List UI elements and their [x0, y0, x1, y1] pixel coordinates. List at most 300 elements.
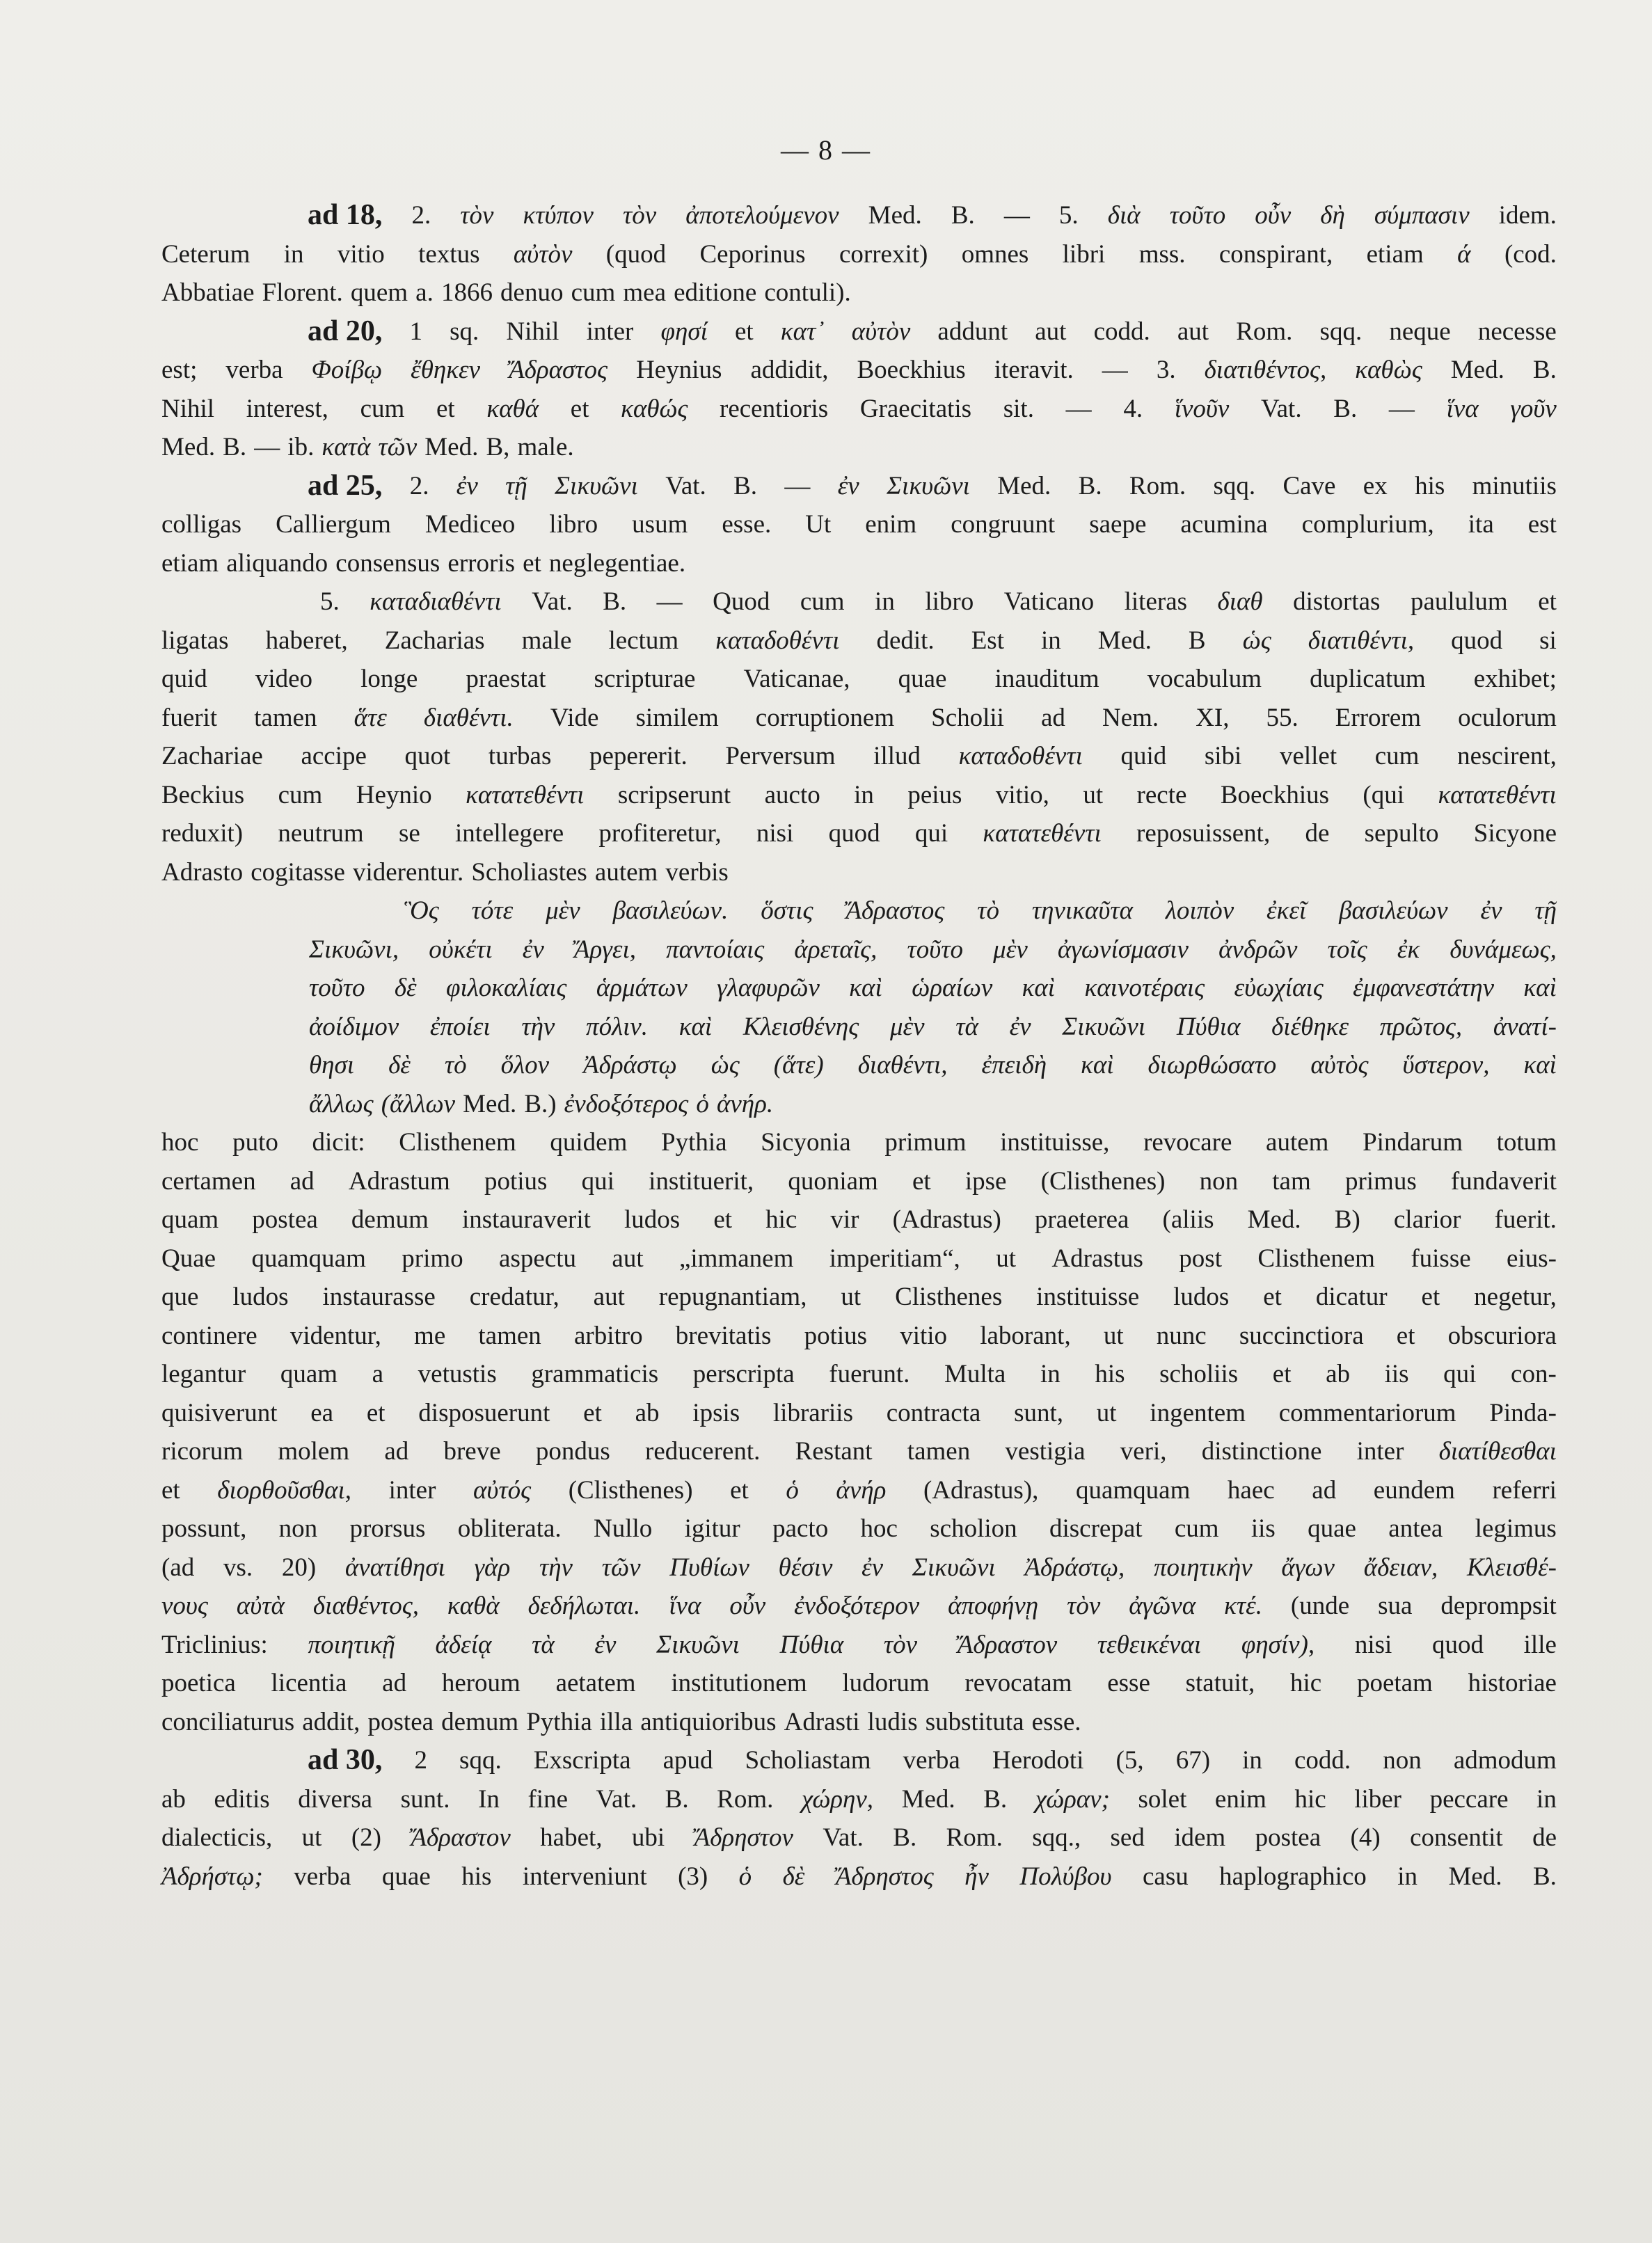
- text-line: [161, 1355, 1557, 1394]
- word: 1866: [440, 278, 493, 307]
- greek-word: Σικυῶνι: [887, 471, 970, 500]
- word: accipe: [301, 742, 367, 770]
- word: deprompsit: [1440, 1592, 1557, 1620]
- word: (quod: [605, 239, 667, 269]
- word: quae: [898, 665, 947, 693]
- word: nisi: [756, 819, 794, 848]
- word: vellet: [1279, 742, 1337, 770]
- greek-word: ἀνδρῶν: [1218, 935, 1298, 964]
- word: primo: [402, 1244, 463, 1273]
- word: statuit,: [1185, 1669, 1255, 1697]
- word: B.: [893, 1823, 917, 1852]
- word: et: [1396, 1321, 1415, 1350]
- word: postea: [367, 1707, 434, 1736]
- word: Heynius: [636, 356, 722, 384]
- word: scholiis: [1159, 1360, 1239, 1388]
- word: autem: [1266, 1128, 1329, 1157]
- greek-word: ἐν: [837, 471, 859, 500]
- word: Med.: [463, 1089, 517, 1118]
- word: revocatam: [964, 1669, 1072, 1697]
- word: aetatem: [555, 1669, 636, 1697]
- word: discrepat: [1049, 1514, 1143, 1543]
- word: editis: [214, 1784, 270, 1814]
- word: B.: [223, 433, 247, 461]
- word: (4): [1350, 1823, 1381, 1852]
- word: potius: [484, 1166, 548, 1196]
- word: pondus: [535, 1437, 610, 1466]
- word: textus: [418, 239, 480, 269]
- word: lectum: [608, 626, 679, 655]
- greek-word: Σικυῶνι: [1062, 1012, 1146, 1041]
- word: quem: [350, 278, 408, 307]
- word: illud: [873, 742, 921, 770]
- word: praeterea: [1034, 1205, 1129, 1234]
- greek-word: Πύθια: [779, 1630, 844, 1659]
- word: B.: [951, 201, 975, 230]
- word: ut: [1096, 1398, 1117, 1427]
- word: in: [283, 239, 304, 269]
- word: ut: [301, 1823, 322, 1852]
- word: sunt,: [1014, 1398, 1064, 1427]
- word: nisi: [1354, 1630, 1392, 1659]
- word: Pinda-: [1489, 1398, 1557, 1427]
- greek-word: Σικυῶνι: [912, 1553, 996, 1582]
- word: habet,: [540, 1823, 603, 1852]
- word: molem: [278, 1437, 350, 1466]
- word: 5.: [320, 587, 340, 616]
- text-line: [161, 660, 1557, 699]
- word: ab: [161, 1784, 186, 1814]
- word: hic: [1290, 1669, 1322, 1697]
- word: „immanem: [678, 1244, 794, 1273]
- word: diversa: [298, 1784, 373, 1814]
- word: legantur: [161, 1360, 246, 1388]
- greek-word: τότε: [471, 896, 514, 925]
- greek-word: ἀνήρ: [836, 1475, 887, 1505]
- text-line: [161, 891, 1557, 930]
- greek-word: τὸν: [460, 201, 494, 230]
- word: quae: [381, 1862, 431, 1891]
- word: Clisthenem: [399, 1128, 516, 1157]
- word: antiquioribus: [640, 1707, 777, 1736]
- word: sibi: [1204, 742, 1242, 770]
- word: antea: [1388, 1514, 1443, 1543]
- word: ab: [635, 1398, 660, 1427]
- greek-word: διορθοῦσθαι,: [217, 1475, 352, 1505]
- word: complurium,: [1301, 510, 1434, 539]
- word: veri,: [1120, 1437, 1167, 1466]
- word: non: [1383, 1746, 1422, 1775]
- word: 1: [409, 317, 422, 346]
- greek-word: καινοτέραις: [1084, 974, 1205, 1002]
- word: —: [1388, 394, 1415, 423]
- greek-word: τεθεικέναι: [1097, 1630, 1202, 1659]
- greek-word: ἵνα: [1446, 394, 1479, 423]
- word: B): [1334, 1205, 1360, 1234]
- word: Med.: [1247, 1205, 1301, 1234]
- word: et: [161, 1475, 180, 1505]
- word: vocabulum: [1147, 665, 1262, 693]
- text-line: [161, 776, 1557, 815]
- word: Scholiastam: [745, 1746, 871, 1775]
- greek-word: διατιθέντι,: [1308, 626, 1415, 655]
- greek-word: ποιητικῇ: [308, 1630, 395, 1659]
- greek-word: αὐτὸς: [1310, 1051, 1369, 1079]
- greek-word: τοῦτο: [309, 974, 365, 1002]
- text-line: [161, 196, 1557, 235]
- word: Multa: [944, 1360, 1006, 1388]
- text-line: [161, 1200, 1557, 1239]
- word: Pindarum: [1363, 1128, 1463, 1157]
- word: institutionem: [671, 1669, 807, 1697]
- word: obliterata.: [457, 1514, 562, 1543]
- greek-word: Σικυῶνι,: [309, 935, 399, 964]
- word: Med.: [1097, 626, 1152, 655]
- word: vestigia: [1005, 1437, 1086, 1466]
- word: B.: [733, 471, 758, 500]
- word: revocare: [1143, 1128, 1232, 1157]
- word: Rom.: [1236, 317, 1293, 346]
- word: correxit): [839, 239, 928, 269]
- word: cum: [360, 394, 405, 423]
- text-line: [161, 312, 1557, 351]
- word: ludis: [867, 1707, 918, 1736]
- greek-word: ὅλον: [500, 1051, 550, 1079]
- word: 2: [414, 1746, 427, 1775]
- word: igitur: [684, 1514, 740, 1543]
- word: Ut: [805, 510, 832, 539]
- greek-word: φησίν),: [1241, 1630, 1315, 1659]
- word: hoc: [161, 1128, 199, 1157]
- word: 5.: [1058, 201, 1079, 230]
- word: ipsis: [692, 1398, 740, 1427]
- word: corruptionem: [755, 703, 895, 732]
- greek-word: διαθέντι,: [857, 1051, 948, 1079]
- greek-word: ἁρμάτων: [596, 974, 688, 1002]
- greek-word: τοῦτο: [907, 935, 964, 964]
- greek-word: αὐτὸν: [851, 317, 911, 346]
- word: eundem: [1373, 1475, 1455, 1505]
- word: dialecticis,: [161, 1823, 273, 1852]
- word: Vat.: [532, 587, 573, 616]
- greek-word: τοῦτο: [1169, 201, 1226, 230]
- greek-word: Ἄδρηστον: [694, 1823, 793, 1852]
- word: tamen: [478, 1321, 541, 1350]
- word: Med.: [997, 471, 1051, 500]
- word: in: [875, 587, 895, 616]
- word: necesse: [1477, 317, 1557, 346]
- greek-word: Ἄδρηστος: [835, 1862, 934, 1891]
- greek-word: Ἀδράστῳ: [583, 1051, 677, 1079]
- word: ludos: [624, 1205, 681, 1234]
- word: aut: [1177, 317, 1209, 346]
- word: post: [1179, 1244, 1222, 1273]
- greek-word: δὴ: [1320, 201, 1345, 230]
- word: haec: [1227, 1475, 1275, 1505]
- greek-word: φιλοκαλίαις: [445, 974, 567, 1002]
- word: Med.: [1450, 356, 1504, 384]
- greek-word: καὶ: [1523, 1051, 1557, 1079]
- word: historiae: [1468, 1669, 1557, 1697]
- greek-word: ἄδειαν,: [1363, 1553, 1438, 1582]
- word: ille: [1523, 1630, 1557, 1659]
- word: et: [735, 317, 754, 346]
- word: quot: [404, 742, 451, 770]
- greek-word: Πολύβου: [1019, 1862, 1112, 1891]
- word: nunc: [1156, 1321, 1207, 1350]
- text-line: [161, 1857, 1557, 1896]
- word: duplicatum: [1310, 665, 1426, 693]
- word: de: [1532, 1823, 1557, 1852]
- word: Zachariae: [161, 742, 263, 770]
- word: scholion: [930, 1514, 1017, 1543]
- greek-word: Σικυῶνι: [656, 1630, 740, 1659]
- word: Ceporinus: [699, 239, 806, 269]
- greek-word: εὐωχίαις: [1234, 974, 1324, 1002]
- greek-word: ἀγωνίσμασιν: [1057, 935, 1189, 964]
- word: iteravit.: [994, 356, 1074, 384]
- greek-word: δεδήλωται.: [527, 1592, 641, 1620]
- word: (qui: [1363, 780, 1405, 809]
- greek-word: ἀνήρ.: [716, 1089, 774, 1118]
- greek-word: ἀποτελούμενον: [685, 201, 839, 230]
- word: continere: [161, 1321, 257, 1350]
- word: sit.: [1003, 394, 1034, 423]
- greek-word: κτέ.: [1224, 1592, 1262, 1620]
- word: ita: [1468, 510, 1494, 539]
- text-line: [161, 1818, 1557, 1857]
- word: colligas: [161, 510, 242, 539]
- word: arbitro: [573, 1321, 643, 1350]
- word: addidit,: [750, 356, 829, 384]
- greek-word: καὶ: [1022, 974, 1056, 1002]
- word: quamquam: [251, 1244, 366, 1273]
- word: Triclinius:: [161, 1630, 268, 1659]
- word: (Clisthenes): [568, 1475, 693, 1505]
- word: in: [1242, 1746, 1262, 1775]
- word: iis: [1384, 1360, 1409, 1388]
- greek-word: ὡς: [1242, 626, 1271, 655]
- text-line: [161, 1703, 1557, 1742]
- word: haplographico: [1219, 1862, 1367, 1891]
- word: legimus: [1475, 1514, 1557, 1543]
- word: pacto: [772, 1514, 829, 1543]
- greek-word: ὁ: [786, 1475, 799, 1505]
- word: nescirent,: [1457, 742, 1557, 770]
- greek-word: χώρην,: [801, 1784, 874, 1814]
- word: B.: [603, 587, 627, 616]
- word: ricorum: [161, 1437, 244, 1466]
- word: poetica: [161, 1669, 236, 1697]
- word: mss.: [1138, 239, 1186, 269]
- word: Cave: [1282, 471, 1336, 500]
- greek-word: ἐκεῖ: [1266, 896, 1307, 925]
- word: denuo: [500, 278, 564, 307]
- word: Clisthenem: [1257, 1244, 1375, 1273]
- word: Clisthenes: [895, 1283, 1003, 1311]
- text-line: [161, 737, 1557, 776]
- word: se: [398, 819, 420, 848]
- greek-word: τὴν: [539, 1553, 573, 1582]
- word: certamen: [161, 1166, 256, 1196]
- greek-word: Πυθίων: [669, 1553, 749, 1582]
- word: in: [1536, 1784, 1557, 1814]
- word: sq.: [450, 317, 479, 346]
- text-line: [161, 235, 1557, 274]
- greek-word: βασιλεύων.: [612, 896, 729, 925]
- greek-word: ὕστερον,: [1402, 1051, 1490, 1079]
- word: scripserunt: [617, 780, 731, 809]
- word: instituisse: [1036, 1283, 1140, 1311]
- word: tam: [1272, 1166, 1311, 1196]
- word: Sicyonia: [761, 1128, 851, 1157]
- greek-word: Ἄδραστον: [411, 1823, 511, 1852]
- word: a.: [415, 278, 434, 307]
- word: Nullo: [594, 1514, 653, 1543]
- greek-word: καὶ: [849, 974, 882, 1002]
- word: Quod: [713, 587, 770, 616]
- word: instaurasse: [322, 1283, 436, 1311]
- greek-word: διατιθέντος,: [1204, 356, 1327, 384]
- word: (2): [351, 1823, 381, 1852]
- word: libri: [1062, 239, 1106, 269]
- greek-word: Κλεισθένης: [742, 1012, 859, 1041]
- word: fuerit.: [1494, 1205, 1557, 1234]
- word: vitio: [900, 1321, 948, 1350]
- greek-word: ἀδείᾳ: [435, 1630, 492, 1659]
- word: quae: [1308, 1514, 1356, 1543]
- word: postea: [252, 1205, 318, 1234]
- word: neque: [1389, 317, 1451, 346]
- word: usum: [632, 510, 688, 539]
- word: (ad: [161, 1553, 195, 1582]
- word: Med.: [901, 1784, 955, 1814]
- greek-word: ἐνδοξότερον: [794, 1592, 920, 1620]
- word: B.: [1078, 471, 1102, 500]
- word: potius: [804, 1321, 868, 1350]
- greek-word: ἀγῶνα: [1129, 1592, 1196, 1620]
- greek-word: (ἄλλων: [381, 1089, 456, 1118]
- greek-word: (ἅτε): [773, 1051, 824, 1079]
- word: —: [1003, 201, 1030, 230]
- greek-word: ὡς: [710, 1051, 740, 1079]
- word: et: [1538, 587, 1557, 616]
- word: aucto: [764, 780, 820, 809]
- word: succinctiora: [1239, 1321, 1364, 1350]
- word: Nem.: [1102, 703, 1159, 732]
- greek-word: ἄγων: [1281, 1553, 1335, 1582]
- word: verba: [903, 1746, 960, 1775]
- greek-word: ἐνδοξότερος: [564, 1089, 689, 1118]
- word: commentariorum: [1278, 1398, 1456, 1427]
- greek-word: διαθ: [1217, 587, 1263, 616]
- word: Vide: [550, 703, 599, 732]
- word: verbis: [665, 857, 729, 887]
- greek-word: τῶν: [601, 1553, 641, 1582]
- word: cum: [1374, 742, 1420, 770]
- greek-word: σύμπασιν: [1374, 201, 1470, 230]
- word: Exscripta: [533, 1746, 631, 1775]
- greek-word: διὰ: [1107, 201, 1141, 230]
- word: similem: [635, 703, 719, 732]
- word: —: [656, 587, 683, 616]
- word: quam: [161, 1205, 219, 1234]
- word: sed: [1110, 1823, 1145, 1852]
- word: Est: [971, 626, 1004, 655]
- word: hic: [1294, 1784, 1326, 1814]
- word: demum: [441, 1707, 519, 1736]
- word: et: [583, 1398, 602, 1427]
- word: Heynio: [356, 780, 432, 809]
- word: (3): [678, 1862, 708, 1891]
- greek-word: πόλιν.: [586, 1012, 649, 1041]
- word: libro: [925, 587, 974, 616]
- word: longe: [360, 665, 418, 693]
- greek-word: τῇ: [505, 471, 527, 500]
- word: —: [784, 471, 811, 500]
- word: Boeckhius: [857, 356, 966, 384]
- word: et: [1272, 1360, 1292, 1388]
- word: peccare: [1429, 1784, 1509, 1814]
- greek-word: φησί: [660, 317, 708, 346]
- word: verba: [225, 356, 283, 384]
- text-line: [161, 1123, 1557, 1162]
- word: B: [1188, 626, 1206, 655]
- word: et: [912, 1166, 931, 1196]
- word: a: [372, 1360, 384, 1388]
- greek-word: καταδιαθέντι: [370, 587, 502, 616]
- word: vitio,: [995, 780, 1049, 809]
- word: quoniam: [788, 1166, 878, 1196]
- word: tamen: [907, 1437, 971, 1466]
- word: inter: [586, 317, 634, 346]
- word: video: [255, 665, 313, 693]
- greek-word: ἐν: [1480, 896, 1502, 925]
- word: libro: [549, 510, 598, 539]
- greek-word: καὶ: [1081, 1051, 1114, 1079]
- word: illa: [599, 1707, 633, 1736]
- text-line: [161, 1046, 1557, 1085]
- text-line: [161, 1239, 1557, 1278]
- greek-word: γλαφυρῶν: [717, 974, 820, 1002]
- word: substituta: [925, 1707, 1024, 1736]
- word: credatur,: [469, 1283, 559, 1311]
- word: enim: [865, 510, 917, 539]
- text-line: [161, 1471, 1557, 1510]
- greek-word: διαθέντος,: [312, 1592, 419, 1620]
- greek-word: ὁ: [738, 1862, 752, 1891]
- text-line: [161, 582, 1557, 621]
- word: Vat.: [1261, 394, 1302, 423]
- word: cum: [571, 278, 616, 307]
- greek-word: καθώς: [621, 394, 688, 423]
- word: qui: [581, 1166, 614, 1196]
- word: idem.: [1498, 201, 1557, 230]
- word: et: [366, 1398, 386, 1427]
- word: neglegentiae.: [548, 548, 686, 578]
- word: negetur,: [1474, 1283, 1557, 1311]
- text-line: [161, 621, 1557, 660]
- word: B.: [983, 1784, 1008, 1814]
- verse-reference: ad 20,: [308, 315, 383, 347]
- greek-word: τὸ: [444, 1051, 467, 1079]
- word: ad: [382, 1669, 407, 1697]
- greek-word: χώραν;: [1035, 1784, 1110, 1814]
- word: et: [523, 548, 541, 578]
- word: videntur,: [289, 1321, 381, 1350]
- text-line: [161, 274, 1557, 312]
- greek-word: ἀνατί-: [1493, 1012, 1557, 1041]
